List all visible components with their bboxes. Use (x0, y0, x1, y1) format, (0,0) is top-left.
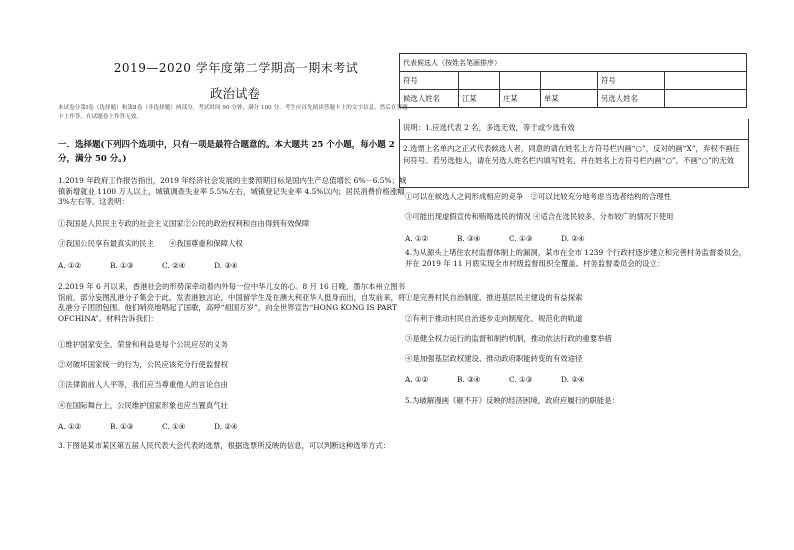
q4-answer-c[interactable]: C. ①③ (509, 375, 533, 384)
exam-instructions: 本试卷分第Ⅰ卷（选择题）和第Ⅱ卷（非选择题）两部分，考试时间 90 分钟，满分 100 分。考生应首先阅读答题卡上的文字信息，然后在答题卡上作答，在试题卷上作答无效。 (58, 105, 408, 120)
candidate-2: 庄某 (500, 90, 541, 108)
section-heading: 一．选择题(下列四个选项中，只有一项是最符合题意的。本大题共 25 个小题，每小题 2 分，满分 50 分。) (58, 140, 395, 164)
q4-option-1: ①是完善村民自治制度、推进基层民主建设的有益探索 (405, 293, 583, 302)
symbol-cell-2: 符号 (598, 72, 665, 90)
q2-answer-a[interactable]: A. ①② (58, 422, 82, 431)
q1-answer-c[interactable]: C. ②④ (162, 261, 186, 270)
q4-option-2: ②有利于推动村民自治逐步走向制度化、规范化的轨道 (405, 314, 583, 323)
other-label-cell: 另选人姓名 (598, 90, 665, 108)
candidate-3: 单某 (541, 90, 598, 108)
q2-answer-d[interactable]: D. ②④ (214, 422, 238, 431)
q3-answer-b[interactable]: B. ③④ (457, 234, 481, 243)
q4-answer-b[interactable]: B. ③④ (457, 375, 481, 384)
q1-answer-d[interactable]: D. ③④ (214, 261, 238, 270)
symbol-box-3[interactable] (541, 72, 598, 90)
q1-answer-b[interactable]: B. ①③ (110, 261, 134, 270)
q1-option-1: ①我国是人民民主专政的社会主义国家②公民的政治权利和自由得到有效保障 (58, 219, 310, 228)
q3-answer-a[interactable]: A. ①② (405, 234, 429, 243)
exam-subject: 政治试卷 (209, 86, 260, 101)
ballot-note: 说明：1.应选代表 2 名，多选无效，等于或少选有效 (399, 119, 749, 140)
other-name-box[interactable] (665, 90, 747, 108)
q1-option-2: ③我国公民享有最真实的民主 ④我国尊重和保障人权 (58, 239, 243, 248)
q2-option-2: ②对破坏国家统一的行为，公民应该充分行使监督权 (58, 360, 228, 369)
candidate-1: 江某 (459, 90, 500, 108)
q3-answer-c[interactable]: C. ①③ (509, 234, 533, 243)
q5-stem: 5.为破解漫画《砸不开》反映的经济困境，政府应履行的职能是： (405, 396, 619, 405)
q2-option-4: ④在国际舞台上，公民维护国家形象也应当置真气壮 (58, 401, 228, 410)
q1-answer-a[interactable]: A. ①② (58, 261, 82, 270)
q4-option-3: ③是健全权力运行的监督和制约机制，推动依法行政的重要举措 (405, 334, 612, 343)
q1-stem: 1.2019 年政府工作报告指出，2019 年经济社会发展的主要预期目标是国内生产总值增长 6%－6.5%；城镇新增就业 1100 万人以上，城镇调查失业率 5.5%左右，城镇登记失业率 4.5%以内；居民消费价格涨幅 3%左右等。这表明： (58, 176, 407, 206)
q2-option-3: ③法律面前人人平等，我们应当尊重他人的言论自由 (58, 380, 228, 389)
symbol-cell: 符号 (400, 72, 459, 90)
q2-answer-c[interactable]: C. ①④ (162, 422, 186, 431)
q3-option-2: ③可能出现虚假宣传和贿赂选民的情况 ④适合在选民较多、分布较广的情况下使用 (405, 212, 674, 221)
q4-answer-d[interactable]: D. ②④ (561, 375, 585, 384)
ballot-table (399, 53, 747, 108)
symbol-box-2[interactable] (500, 72, 541, 90)
ballot-header: 代表候选人（按姓名笔画排序） (400, 54, 747, 72)
q3-option-1: ①可以在候选人之间形成相应的竞争 ②可以比较充分地考虑当选者结构的合理性 (405, 192, 672, 201)
ballot-explanation: 2.选票上名单内之正式代表候选人者，同意的请在姓名上方符号栏内画“○”，反对的画“X”，弃权不画任何符号。若另选他人，请在另选人姓名栏内填写姓名，并在姓名上方符号栏内画“○”，不画“○”的无效 (399, 139, 749, 188)
q2-option-1: ①维护国家安全、荣誉和利益是每个公民应尽的义务 (58, 340, 228, 349)
symbol-box-1[interactable] (459, 72, 500, 90)
symbol-box-4[interactable] (665, 72, 747, 90)
name-label-cell: 候选人姓名 (400, 90, 459, 108)
q4-option-4: ④是加强基层政权建设、推动政府职能转变的有效途径 (405, 354, 583, 363)
q4-stem: 4.为从源头上堵住农村监督体制上的漏洞，某市在全市 1239 个行政村逐步建立和完善村务监督委员会，并在 2019 年 11 月底实现全市村级监督组织全覆盖。村务监督委员会的设立： (405, 248, 746, 268)
q2-stem: 2.2019 年 6 月以来，香港社会的形势深牵动着内外每一位中华儿女的心。8 月 16 日晚，墨尔本州立图书馆前，部分妄图乱港分子集会于此，发表港独言论，中国留学生及在澳大利亚华人挺身而出，自发前来，将乱港分子团团包围。他们哨亮地唱起了国歌，高呼“祖国万岁”，向全世界宣告“HONG KONG IS PART OFCHINA”。材料告诉我们： (58, 282, 406, 323)
q3-stem: 3.下图是某市某区第五届人民代表大会代表的选票，根据选票所反映的信息，可以判断这种选举方式： (58, 441, 391, 450)
q4-answer-a[interactable]: A. ①② (405, 375, 429, 384)
exam-title: 2019—2020 学年度第二学期高一期末考试 (113, 61, 359, 75)
q2-answer-b[interactable]: B. ①③ (110, 422, 134, 431)
q3-answer-d[interactable]: D. ②④ (561, 234, 585, 243)
